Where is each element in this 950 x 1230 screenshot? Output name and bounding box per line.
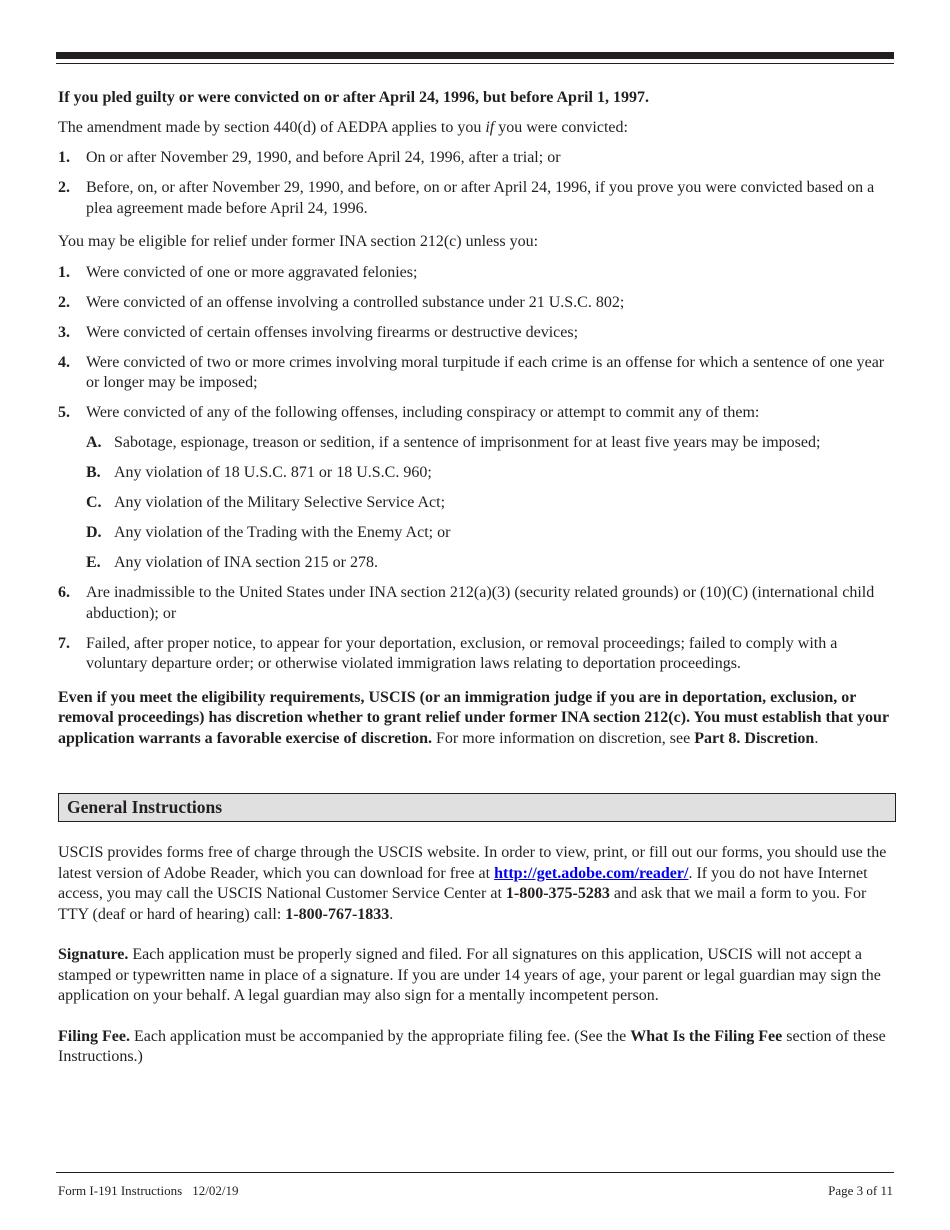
eligibility-intro: You may be eligible for relief under former INA section 212(c) unless you: [58, 233, 539, 250]
item-number: 7. [58, 634, 70, 652]
intro-paragraph [58, 118, 894, 139]
item-number: 1. [58, 149, 70, 166]
item-letter: B. [86, 464, 101, 481]
discretion-end: . [814, 729, 819, 747]
item-text: Any violation of INA section 215 or 278. [114, 554, 378, 571]
discretion-text: For more information on discretion, see [432, 729, 695, 747]
general-instructions-header [58, 793, 896, 822]
intro-italic: if [485, 118, 495, 136]
item-text: Any violation of 18 U.S.C. 871 or 18 U.S.C. 960; [114, 464, 432, 481]
header-rule-thick [56, 52, 894, 59]
list-item [58, 323, 894, 344]
intro-text: The amendment made by section 440(d) of AEDPA applies to you [58, 118, 486, 136]
item-letter: E. [86, 554, 101, 571]
item-letter: C. [86, 494, 102, 511]
ineligibility-list [58, 263, 894, 675]
form-name: Form I-191 Instructions [58, 1183, 183, 1198]
item-number: 5. [58, 404, 70, 421]
forms-paragraph [58, 843, 894, 925]
footer-form-id [58, 1183, 238, 1199]
document-body [58, 88, 894, 1088]
intro-text-end: you were convicted: [494, 118, 628, 136]
list-item [58, 403, 894, 424]
tty-phone: 1-800-767-1833 [285, 905, 390, 923]
item-text: Failed, after proper notice, to appear for your deportation, exclusion, or removal proceedings; failed to comply with a voluntary departure order; or otherwise violated immigration laws relating to deportation proceedings. [86, 634, 838, 672]
adobe-reader-link[interactable]: http://get.adobe.com/reader/ [494, 864, 689, 882]
discretion-reference: Part 8. Discretion [694, 729, 815, 747]
item-text: Were convicted of an offense involving a controlled substance under 21 U.S.C. 802; [86, 293, 625, 311]
item-text: Any violation of the Military Selective Service Act; [114, 494, 446, 511]
section-heading: If you pled guilty or were convicted on or after April 24, 1996, but before April 1, 1997. [58, 89, 649, 106]
item-letter: D. [86, 524, 102, 541]
signature-text: Each application must be properly signed and filed. For all signatures on this application, USCIS will not accept a stamped or typewritten name in place of a signature. If you are under 14 years of age, your parent or legal guardian may sign the application on your behalf. A legal guardian may also sign for a mentally incompetent person. [58, 946, 881, 1004]
list-item [58, 178, 894, 219]
header-rule-thin [56, 63, 894, 64]
filing-fee-reference: What Is the Filing Fee [630, 1027, 783, 1045]
item-text: Any violation of the Trading with the Enemy Act; or [114, 524, 451, 541]
filing-fee-text: Each application must be accompanied by the appropriate filing fee. (See the [129, 1027, 631, 1045]
item-text: Are inadmissible to the United States under INA section 212(a)(3) (security related grounds) or (10)(C) (international child abduction); or [86, 584, 875, 622]
item-text: Were convicted of two or more crimes involving moral turpitude if each crime is an offense for which a sentence of one year or longer may be imposed; [86, 353, 885, 391]
page-number: Page 3 of 11 [828, 1183, 893, 1198]
forms-text: . [389, 905, 394, 923]
item-text: Were convicted of certain offenses involving firearms or destructive devices; [86, 323, 579, 341]
offense-sublist [58, 433, 894, 574]
item-text: Were convicted of one or more aggravated felonies; [86, 263, 418, 281]
item-letter: A. [86, 434, 102, 451]
form-date: 12/02/19 [192, 1183, 239, 1198]
forms-text: and ask that we mail a form to you. For TTY (deaf or hard of hearing) call: [58, 885, 867, 923]
item-number: 2. [58, 293, 70, 311]
sublist-item [86, 463, 894, 484]
filing-fee-text: section of these Instructions.) [58, 1027, 886, 1065]
list-item [58, 148, 894, 169]
discretion-paragraph [58, 688, 894, 750]
sublist-item [86, 523, 894, 544]
sublist-item [86, 433, 894, 454]
list-item [58, 293, 894, 314]
item-number: 2. [58, 179, 70, 196]
signature-label: Signature. [58, 946, 129, 963]
ncsc-phone: 1-800-375-5283 [505, 885, 610, 902]
footer-rule [56, 1172, 894, 1173]
item-number: 3. [58, 323, 70, 341]
list-item [58, 583, 894, 624]
sublist-item [86, 493, 894, 514]
item-number: 6. [58, 584, 70, 601]
filing-fee-label: Filing Fee. [58, 1027, 130, 1045]
item-text: Sabotage, espionage, treason or sedition, if a sentence of imprisonment for at least five years may be imposed; [114, 434, 821, 451]
forms-text: USCIS provides forms free of charge through the USCIS website. In order to view, print, or fill out our forms, you should use the latest version of Adobe Reader, which you can download for free at [58, 844, 887, 882]
conviction-list [58, 148, 894, 219]
item-text: On or after November 29, 1990, and before April 24, 1996, after a trial; or [86, 149, 561, 166]
discretion-bold: Even if you meet the eligibility requirements, USCIS (or an immigration judge if you are in deportation, exclusion, or removal proceedings) has discretion whether to grant relief under former INA section 212(c). You must establish that your application warrants a favorable exercise of discretion. [58, 688, 889, 747]
sublist-item [86, 553, 894, 574]
list-item [58, 353, 894, 394]
item-number: 1. [58, 263, 70, 281]
list-item [58, 263, 894, 284]
item-text: Before, on, or after November 29, 1990, and before, on or after April 24, 1996, if you prove you were convicted based on a plea agreement made before April 24, 1996. [86, 179, 875, 217]
forms-text: . If you do not have Internet access, you may call the USCIS National Customer Service Center at [58, 864, 868, 902]
item-text: Were convicted of any of the following offenses, including conspiracy or attempt to commit any of them: [86, 404, 760, 421]
signature-paragraph [58, 945, 894, 1007]
item-number: 4. [58, 353, 70, 371]
list-item [58, 634, 894, 675]
section-title: General Instructions [67, 797, 223, 818]
filing-fee-paragraph [58, 1027, 894, 1068]
